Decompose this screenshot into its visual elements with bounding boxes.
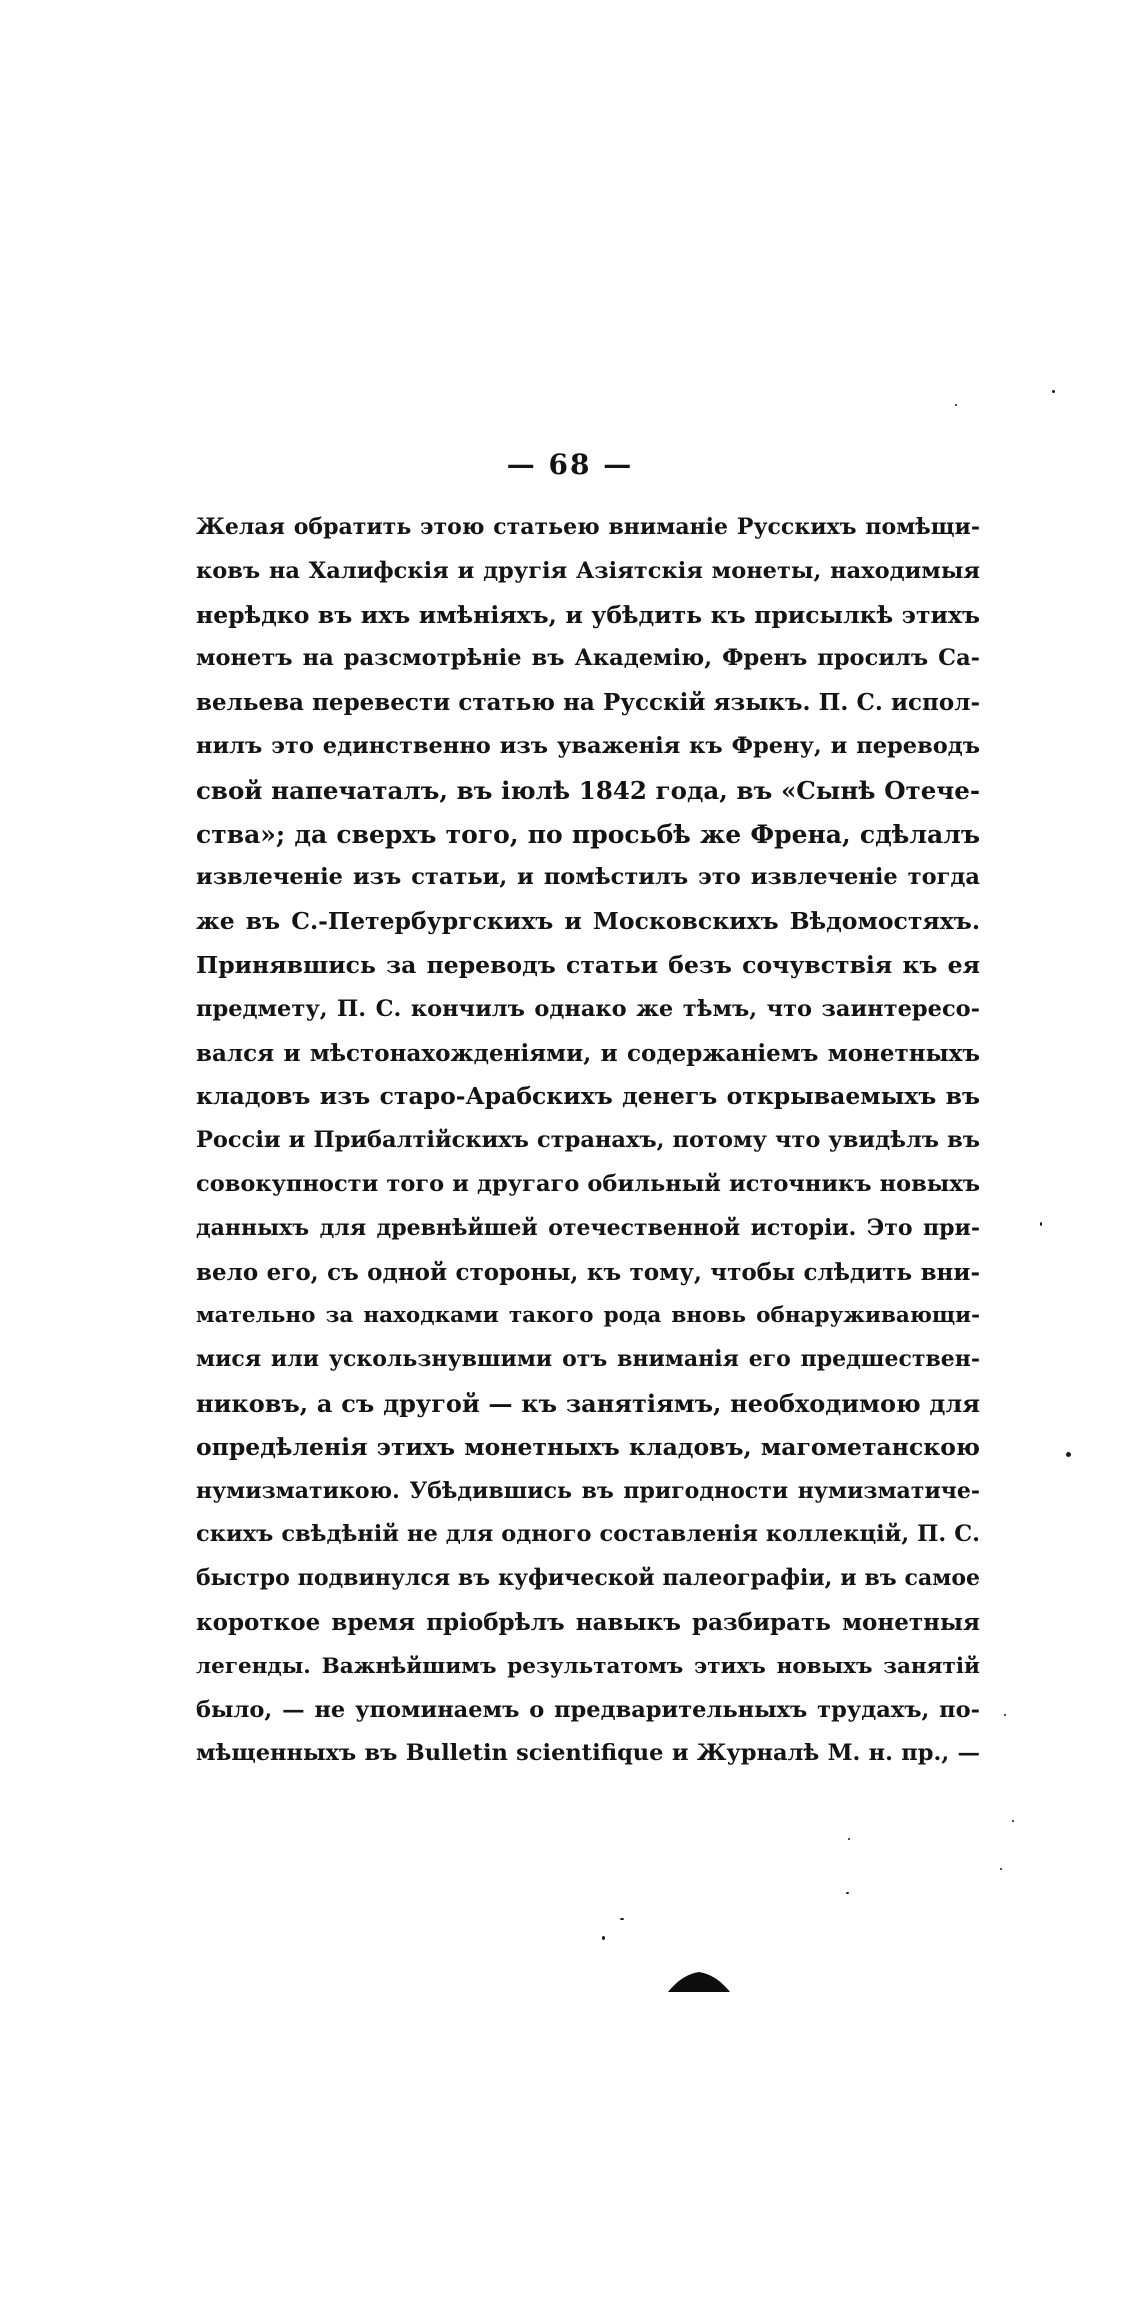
page-number: — 68 — xyxy=(506,448,634,481)
text-line: нерѣдко въ ихъ имѣніяхъ, и убѣдить къ присылкѣ этихъ xyxy=(196,600,980,629)
text-line: мательно за находками такого рода вновь обнаруживающи- xyxy=(196,1303,980,1329)
text-line: мѣщенныхъ въ Bulletin scientifique и Журналѣ М. н. пр., — xyxy=(196,1740,980,1767)
text-line: нумизматикою. Убѣдившись въ пригодности нумизматиче- xyxy=(196,1477,980,1504)
text-line: никовъ, а съ другой — къ занятіямъ, необходимою для xyxy=(196,1388,980,1418)
text-line: извлеченіе изъ статьи, и помѣстилъ это извлеченіе тогда xyxy=(196,864,980,891)
speck xyxy=(848,1838,850,1840)
text-line: Россіи и Прибалтійскихъ странахъ, потому что увидѣлъ въ xyxy=(196,1127,980,1154)
speck xyxy=(620,1918,624,1920)
ornament-mark xyxy=(668,1968,730,1994)
text-line: вельева перевести статью на Русскій языкъ. П. С. испол- xyxy=(196,689,980,717)
body-paragraph xyxy=(196,506,980,1776)
text-line: монетъ на разсмотрѣніе въ Академію, Френъ просилъ Са- xyxy=(196,645,980,672)
text-line: было, — не упоминаемъ о предварительныхъ трудахъ, по- xyxy=(196,1696,980,1723)
speck xyxy=(1004,1714,1006,1716)
text-line: короткое время пріобрѣлъ навыкъ разбирать монетныя xyxy=(196,1608,980,1636)
text-line: данныхъ для древнѣйшей отечественной исторіи. Это при- xyxy=(196,1214,980,1241)
text-line: вался и мѣстонахожденіями, и содержаніемъ монетныхъ xyxy=(196,1039,980,1067)
text-line: Желая обратить этою статьею вниманіе Русскихъ помѣщи- xyxy=(196,514,980,540)
speck xyxy=(1040,1222,1042,1226)
speck xyxy=(1012,1820,1014,1822)
speck xyxy=(1000,1868,1002,1870)
speck xyxy=(846,1892,849,1894)
speck xyxy=(955,404,957,406)
speck xyxy=(1066,1452,1071,1457)
text-line: мися или ускользнувшими отъ вниманія его предшествен- xyxy=(196,1346,980,1373)
text-line: кладовъ изъ старо-Арабскихъ денегъ открываемыхъ въ xyxy=(196,1082,980,1111)
text-line: же въ С.-Петербургскихъ и Московскихъ Вѣдомостяхъ. xyxy=(196,907,980,936)
text-line: совокупности того и другаго обильный источникъ новыхъ xyxy=(196,1170,980,1197)
text-line: свой напечаталъ, въ іюлѣ 1842 года, въ «Сынѣ Отече- xyxy=(196,775,980,805)
text-line: опредѣленія этихъ монетныхъ кладовъ, магометанскою xyxy=(196,1432,980,1461)
text-line: ства»; да сверхъ того, по просьбѣ же Френа, сдѣлалъ xyxy=(196,819,980,849)
text-line: ковъ на Халифскія и другія Азіятскія монеты, находимыя xyxy=(196,557,980,584)
text-line: быстро подвинулся въ куфической палеографіи, и въ самое xyxy=(196,1565,980,1592)
text-line: Принявшись за переводъ статьи безъ сочувствія къ ея xyxy=(196,950,980,979)
speck xyxy=(1052,390,1055,393)
text-line: нилъ это единственно изъ уваженія къ Френу, и переводъ xyxy=(196,732,980,759)
speck xyxy=(602,1936,605,1940)
text-line: предмету, П. С. кончилъ однако же тѣмъ, что заинтересо- xyxy=(196,995,980,1022)
text-line: скихъ свѣдѣній не для одного составленія коллекцій, П. С. xyxy=(196,1521,980,1548)
text-line: вело его, съ одной стороны, къ тому, чтобы слѣдить вни- xyxy=(196,1258,980,1286)
text-line: легенды. Важнѣйшимъ результатомъ этихъ новыхъ занятій xyxy=(196,1653,980,1679)
